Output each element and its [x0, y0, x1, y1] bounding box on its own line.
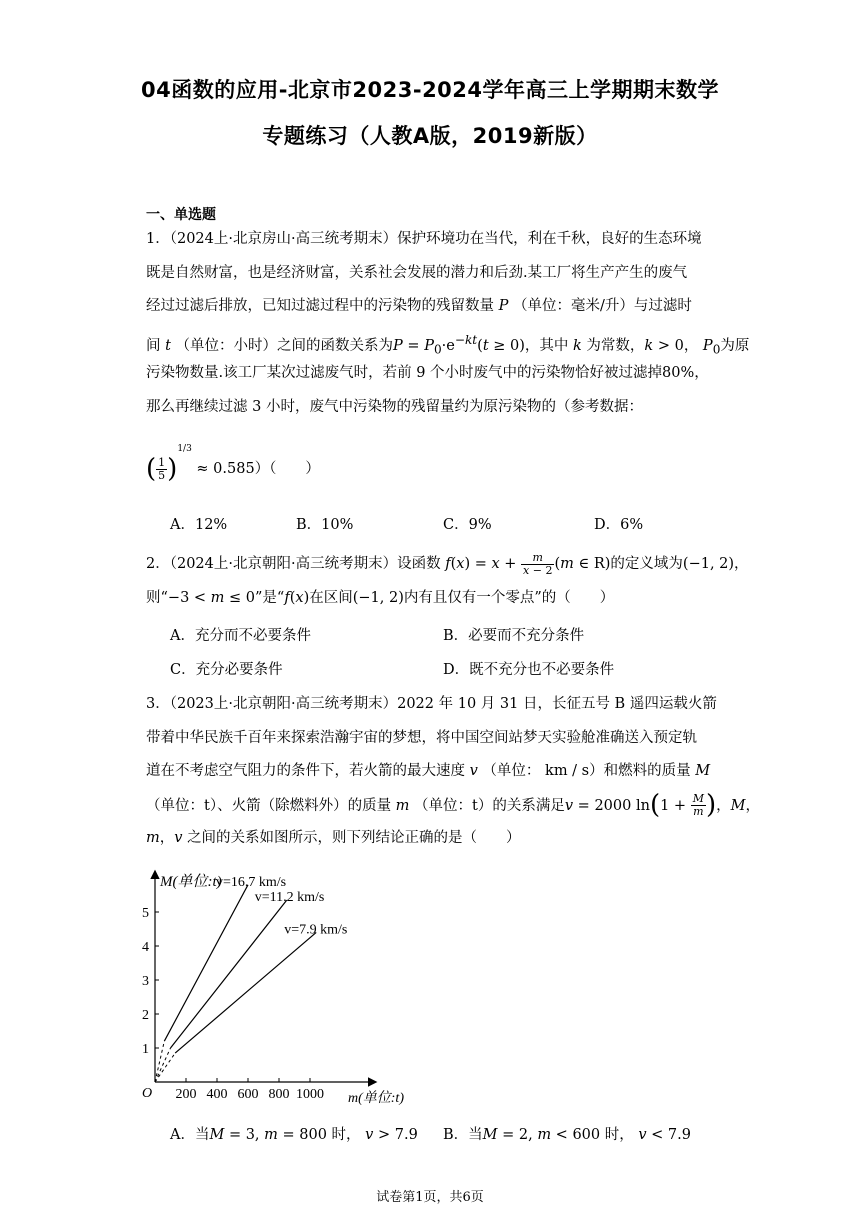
series-line — [175, 932, 316, 1053]
q2-option-a[interactable]: A．充分而不必要条件 — [170, 628, 311, 644]
question-3 — [146, 688, 760, 856]
series-line-dashed — [155, 1048, 171, 1082]
page-title-line1: 04函数的应用-北京市2023-2024学年高三上学期期末数学 — [140, 78, 720, 102]
q1-line: 间 t （单位：小时）之间的函数关系为$P = P_0\cdot e^{-kt}(t \ge 0)$，其中 k 为常数，k > 0， $P_0$为原 — [146, 332, 750, 357]
page-title-line2: 专题练习（人教A版，2019新版） — [262, 124, 598, 148]
origin-label: O — [142, 1086, 153, 1101]
q3-line: （单位：t）、火箭（除燃料外）的质量 m （单位：t）的关系满足v = 2000 ln(1 + $\frac{M}{m}$ )，M， — [146, 789, 760, 820]
q2-line: 则“−3 < m ≤ 0”是“f(x)在区间(−1, 2)内有且仅有一个零点”的（ ） — [146, 589, 615, 606]
q3-line: m，v 之间的关系如图所示，则下列结论正确的是（ ） — [146, 830, 521, 846]
q3-option-b[interactable]: B．当M = 2, m < 600 时， v < 7.9 — [443, 1127, 691, 1143]
q3-line: 道在不考虑空气阻力的条件下，若火箭的最大速度 v （单位： km / s）和燃料的质量 M — [146, 763, 711, 779]
q1-line: 那么再继续过滤 3 小时，废气中污染物的残留量约为原污染物的（参考数据： — [146, 398, 643, 415]
q1-reference-data: ( $\frac{1}{5}$ )$^{1/3}$ ≈ 0.585）（ ） — [146, 444, 320, 484]
q2-option-d[interactable]: D．既不充分也不必要条件 — [443, 662, 615, 678]
q1-option-b[interactable]: B．10% — [296, 517, 354, 533]
x-axis-label: m(单位:t) — [348, 1091, 404, 1106]
q1-option-d[interactable]: D．6% — [594, 517, 644, 533]
q1-line: 1．（2024上·北京房山·高三统考期末）保护环境功在当代，利在千秋，良好的生态环境 — [146, 231, 702, 247]
question-1 — [146, 223, 750, 484]
x-tick-label: 1000 — [296, 1087, 324, 1102]
page-footer: 试卷第1页，共6页 — [376, 1190, 484, 1205]
series-label: v=16.7 km/s — [216, 874, 287, 890]
series-label: v=7.9 km/s — [284, 922, 348, 938]
x-tick-label: 400 — [206, 1087, 228, 1102]
q2-option-c[interactable]: C．充分必要条件 — [170, 662, 283, 678]
x-tick-label: 600 — [237, 1087, 259, 1102]
y-tick-label: 2 — [142, 1008, 149, 1023]
y-tick-label: 5 — [142, 906, 149, 921]
series-label: v=11.2 km/s — [254, 890, 325, 906]
series-line — [164, 885, 248, 1041]
y-tick-label: 1 — [142, 1042, 149, 1057]
rocket-chart — [130, 860, 430, 1110]
q1-line: 经过过滤后排放，已知过滤过程中的污染物的残留数量 P （单位：毫米/升）与过滤时 — [146, 298, 692, 314]
q3-line: 3．（2023上·北京朝阳·高三统考期末）2022 年 10 月 31 日，长征五号 B 遥四运载火箭 — [146, 696, 717, 712]
x-tick-label: 200 — [175, 1087, 197, 1102]
q1-option-a[interactable]: A．12% — [170, 517, 228, 533]
q1-option-c[interactable]: C．9% — [443, 517, 492, 533]
q3-option-a[interactable]: A．当M = 3, m = 800 时， v > 7.9 — [170, 1127, 418, 1143]
y-tick-label: 4 — [142, 940, 149, 955]
question-2 — [146, 548, 749, 615]
q2-line: 2．（2024上·北京朝阳·高三统考期末）设函数 f(x) = x + $\frac{m}{x - 2}$ (m ∈ R)的定义域为(−1, 2)， — [146, 550, 749, 577]
y-tick-label: 3 — [142, 974, 149, 989]
q1-line: 污染物数量.该工厂某次过滤废气时，若前 9 个小时废气中的污染物恰好被过滤掉80%， — [146, 365, 709, 381]
q1-line: 既是自然财富，也是经济财富，关系社会发展的潜力和后劲.某工厂将生产产生的废气 — [146, 264, 688, 281]
x-tick-label: 800 — [268, 1087, 290, 1102]
y-axis-label: M(单位:t) — [160, 874, 222, 890]
series-line — [171, 900, 287, 1048]
q3-line: 带着中华民族千百年来探索浩瀚宇宙的梦想，将中国空间站梦天实验舱准确送入预定轨 — [146, 729, 697, 746]
series-group — [155, 875, 347, 1082]
q2-option-b[interactable]: B．必要而不充分条件 — [443, 628, 585, 644]
section-heading: 一、单选题 — [146, 207, 216, 223]
